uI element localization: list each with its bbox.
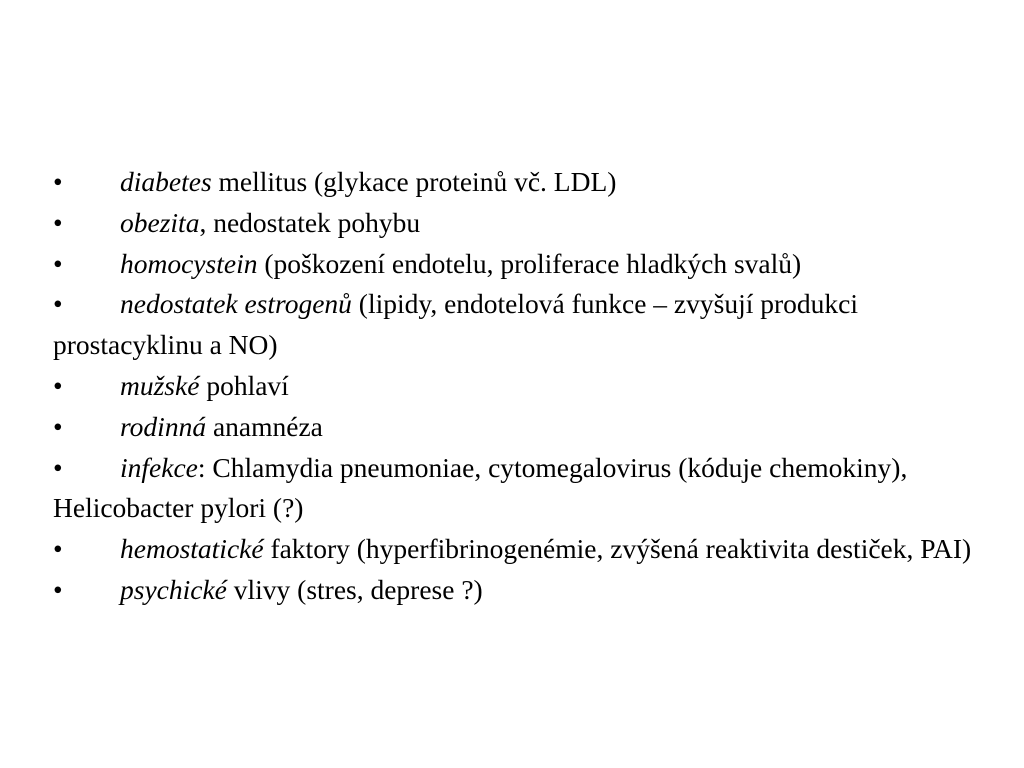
- item-emphasis: homocystein: [120, 247, 258, 279]
- item-text: (lipidy, endotelová funkce – zvyšují produkci prostacyklinu a NO): [53, 288, 858, 361]
- item-text: , nedostatek pohybu: [199, 206, 421, 238]
- item-text: mellitus (glykace proteinů vč. LDL): [211, 166, 617, 197]
- item-emphasis: mužské: [120, 369, 200, 401]
- item-emphasis: obezita: [120, 206, 200, 238]
- list-item: [53, 244, 993, 285]
- list-item: [53, 448, 993, 530]
- bullet-icon: •: [53, 410, 63, 442]
- bullet-icon: •: [53, 451, 63, 483]
- bullet-icon: •: [53, 206, 63, 238]
- risk-factor-list: [53, 162, 993, 611]
- item-emphasis: infekce: [120, 451, 198, 483]
- list-item: [53, 284, 993, 366]
- item-text: faktory (hyperfibrinogenémie, zvýšená reaktivita destiček, PAI): [263, 533, 972, 565]
- bullet-icon: •: [53, 166, 63, 197]
- item-emphasis: rodinná: [120, 410, 207, 442]
- bullet-icon: •: [53, 369, 63, 401]
- list-item: [53, 570, 993, 611]
- item-emphasis: psychické: [120, 573, 227, 605]
- item-text: pohlaví: [199, 369, 289, 401]
- item-text: vlivy (stres, deprese ?): [226, 573, 483, 605]
- list-item: [53, 366, 993, 407]
- item-emphasis: nedostatek estrogenů: [120, 288, 352, 320]
- item-emphasis: diabetes: [120, 166, 212, 197]
- list-item: [53, 203, 993, 244]
- bullet-icon: •: [53, 288, 63, 320]
- item-emphasis: hemostatické: [120, 533, 264, 565]
- list-item: [53, 407, 993, 448]
- bullet-icon: •: [53, 573, 63, 605]
- bullet-icon: •: [53, 247, 63, 279]
- bullet-icon: •: [53, 533, 63, 565]
- item-text: (poškození endotelu, proliferace hladkých svalů): [257, 247, 802, 279]
- list-item: [53, 529, 993, 570]
- item-text: anamnéza: [206, 410, 323, 442]
- list-item: [53, 162, 993, 203]
- item-text: : Chlamydia pneumoniae, cytomegalovirus (kóduje chemokiny), Helicobacter pylori (?): [53, 451, 908, 524]
